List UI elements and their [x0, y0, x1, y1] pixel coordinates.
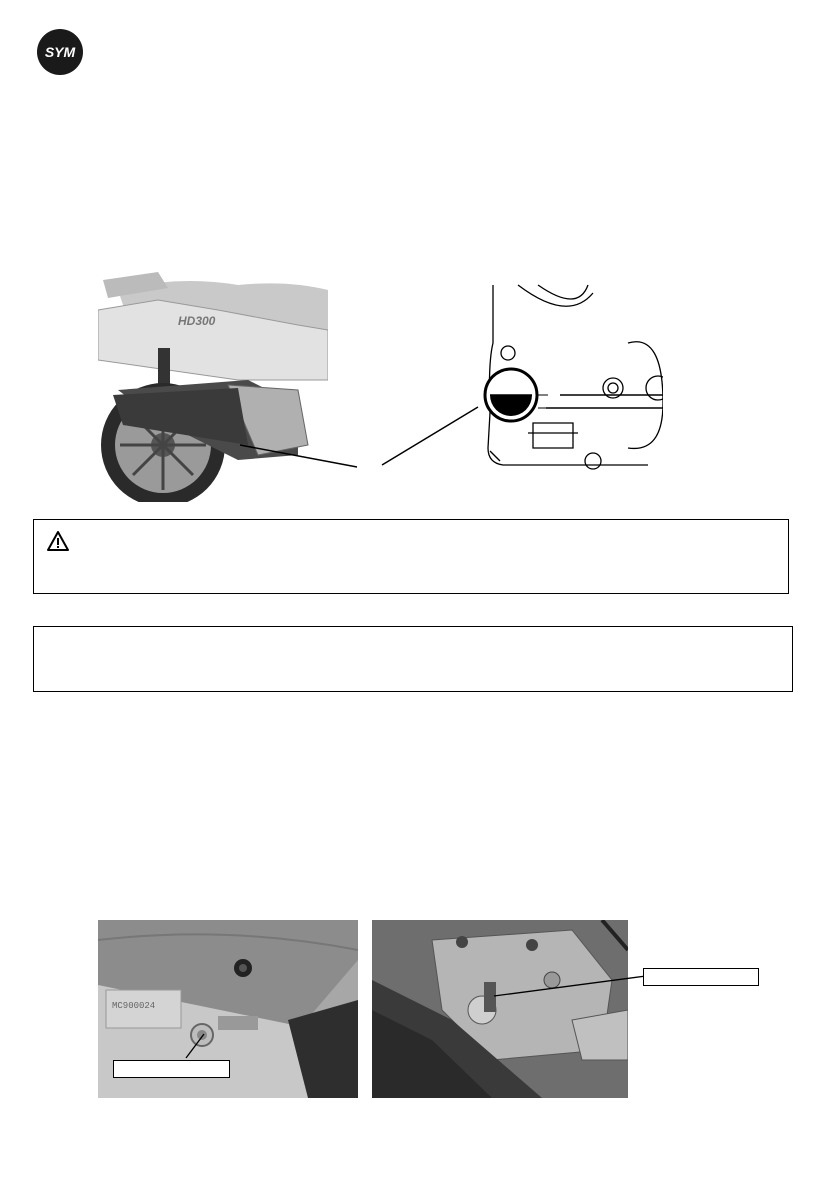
drain-bolt-label	[113, 1060, 230, 1078]
warning-text	[80, 530, 770, 580]
model-badge: HD300	[178, 314, 216, 328]
drain-bolt-leader	[180, 1030, 210, 1060]
filler-cap-leader	[490, 970, 650, 1000]
warning-triangle-icon	[46, 530, 70, 552]
sym-logo	[36, 28, 84, 76]
leader-lines	[230, 395, 490, 475]
oil-level-diagram	[478, 283, 663, 478]
engine-plate-text: MC900024	[112, 1001, 156, 1011]
filler-cap-label	[643, 968, 759, 986]
logo-text: SYM	[44, 44, 76, 60]
oil-filler-photo	[372, 920, 628, 1098]
note-text	[45, 640, 775, 680]
